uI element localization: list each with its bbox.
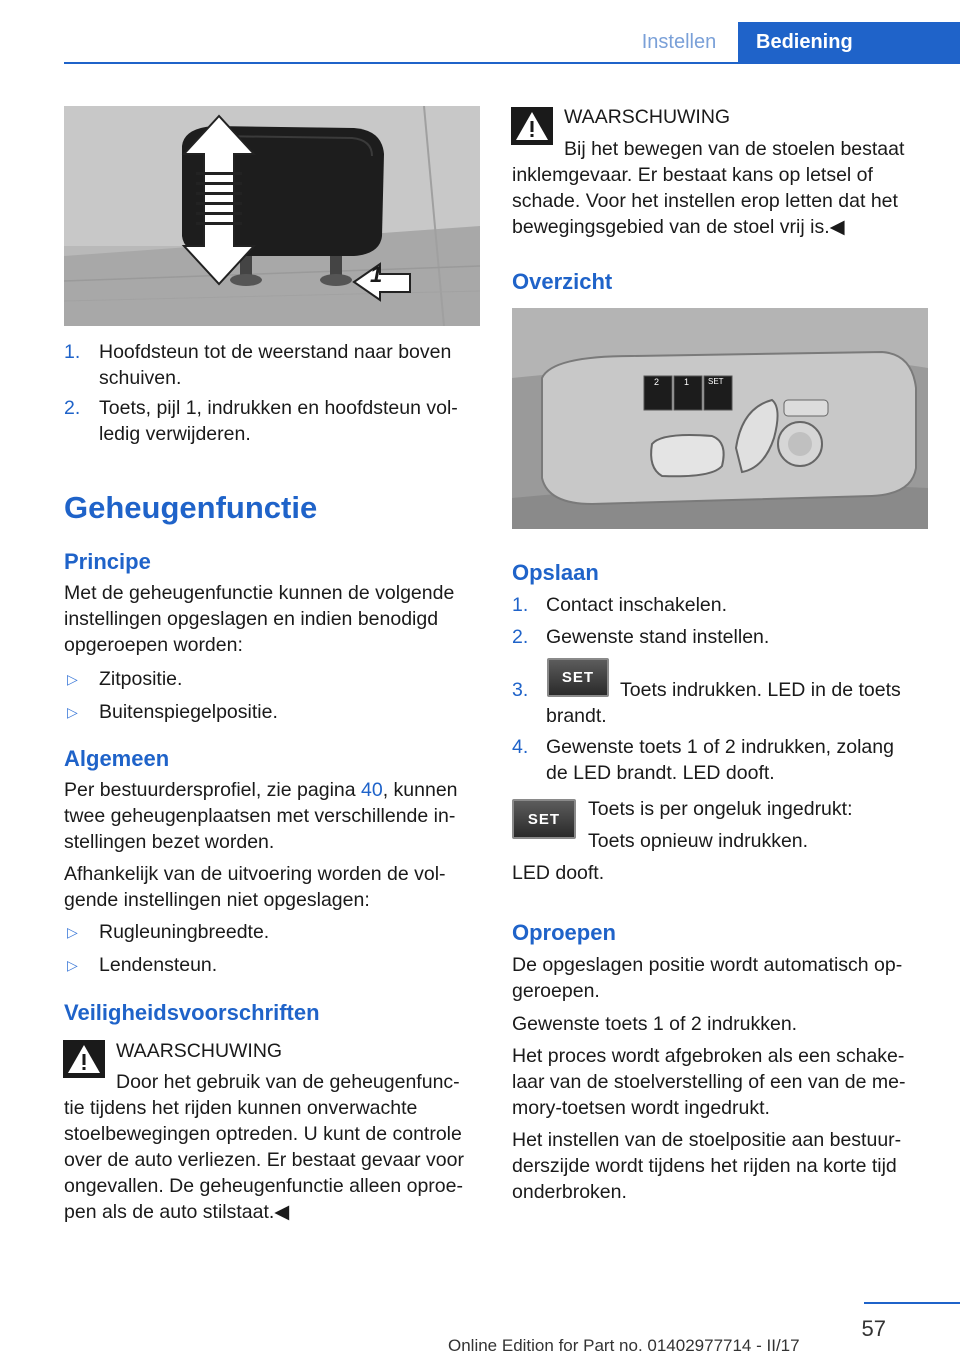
- warning-triangle-icon: [63, 1040, 105, 1078]
- bullet-text: Zitpositie.: [99, 668, 183, 690]
- paragraph-line: gende instellingen niet opgeslagen:: [64, 889, 370, 911]
- paragraph-line: geroepen.: [512, 980, 600, 1002]
- set-button[interactable]: SET: [512, 799, 576, 839]
- bullet-triangle-icon: ▷: [67, 704, 78, 720]
- step-text-line: Gewenste toets 1 of 2 indrukken, zolang: [546, 736, 894, 758]
- paragraph-line: Het instellen van de stoelpositie aan bestuur-: [512, 1129, 902, 1151]
- tip-text-line: Toets opnieuw indrukken.: [588, 830, 809, 852]
- paragraph-line: Gewenste toets 1 of 2 indrukken.: [512, 1013, 798, 1035]
- step-number: 3.: [512, 679, 529, 701]
- paragraph-line: twee geheugenplaatsen met verschillende in-: [64, 805, 456, 827]
- edition-note: Online Edition for Part no. 01402977714 - II/17: [448, 1336, 800, 1355]
- bullet-text: Lendensteun.: [99, 954, 218, 976]
- page-reference-link[interactable]: 40: [361, 779, 383, 801]
- paragraph-line: mory-toetsen wordt ingedrukt.: [512, 1097, 770, 1119]
- paragraph-text: , kunnen: [382, 779, 458, 801]
- warning-text-line: inklemgevaar. Er bestaat kans op letsel of: [512, 164, 873, 186]
- warning-text-line: Door het gebruik van de geheugenfunc-: [116, 1071, 460, 1093]
- footer-divider: [864, 1302, 960, 1304]
- step-number: 2.: [64, 397, 81, 419]
- bullet-text: Rugleuningbreedte.: [99, 921, 270, 943]
- warning-text-line: over de auto verliezen. Er bestaat gevaar voor: [64, 1149, 464, 1171]
- bullet-text: Buitenspiegelpositie.: [99, 701, 278, 723]
- seat-control-panel-figure: [512, 308, 928, 529]
- paragraph-line: laar van de stoelverstelling of een van de me-: [512, 1071, 906, 1093]
- set-button-label: SET: [708, 377, 724, 386]
- header-divider: [64, 62, 960, 64]
- subsection-title-oproepen: Oproepen: [512, 920, 616, 945]
- warning-text-line: tie tijdens het rijden kunnen onverwachte: [64, 1097, 418, 1119]
- paragraph-line: stellingen bezet worden.: [64, 831, 275, 853]
- headrest-figure: [64, 106, 480, 326]
- step-number: 1.: [512, 594, 529, 616]
- paragraph-line: Het proces wordt afgebroken als een schake-: [512, 1045, 905, 1067]
- warning-text-line: ongevallen. De geheugenfunctie alleen oproe-: [64, 1175, 463, 1197]
- subsection-title-algemeen: Algemeen: [64, 746, 170, 771]
- step-number: 4.: [512, 736, 529, 758]
- set-button[interactable]: SET: [547, 658, 609, 697]
- step-text-line: Toets indrukken. LED in de toets: [620, 679, 901, 701]
- paragraph-line: Afhankelijk van de uitvoering worden de vol-: [64, 863, 446, 885]
- header-tab-instellen[interactable]: Instellen: [641, 31, 717, 53]
- paragraph-line: Met de geheugenfunctie kunnen de volgende: [64, 582, 455, 604]
- subsection-title-principe: Principe: [64, 549, 151, 574]
- step-number: 2.: [512, 626, 529, 648]
- warning-triangle-icon: [511, 107, 553, 145]
- paragraph-line: instellingen opgeslagen en indien benodigd: [64, 608, 439, 630]
- paragraph-line: De opgeslagen positie wordt automatisch op-: [512, 954, 903, 976]
- step-text-line: brandt.: [546, 705, 607, 727]
- page-number: 57: [861, 1316, 886, 1341]
- warning-text-line: bewegingsgebied van de stoel vrij is.◀: [512, 216, 845, 238]
- header-tab-bediening[interactable]: Bediening: [738, 22, 960, 62]
- paragraph-text: Per bestuurdersprofiel, zie pagina: [64, 779, 362, 801]
- step-text-line: schuiven.: [99, 367, 182, 389]
- warning-text-line: stoelbewegingen optreden. U kunt de controle: [64, 1123, 462, 1145]
- subsection-title-veiligheid: Veiligheidsvoorschriften: [64, 1000, 320, 1025]
- step-text-line: Toets, pijl 1, indrukken en hoofdsteun vol-: [99, 397, 458, 419]
- warning-title: WAARSCHUWING: [116, 1040, 283, 1062]
- step-text-line: ledig verwijderen.: [99, 423, 251, 445]
- warning-title: WAARSCHUWING: [564, 106, 731, 128]
- step-text-line: Contact inschakelen.: [546, 594, 728, 616]
- step-text-line: de LED brandt. LED dooft.: [546, 762, 775, 784]
- bullet-triangle-icon: ▷: [67, 957, 78, 973]
- warning-text-line: Bij het bewegen van de stoelen bestaat: [564, 138, 905, 160]
- warning-text-line: pen als de auto stilstaat.◀: [64, 1201, 290, 1223]
- subsection-title-overzicht: Overzicht: [512, 269, 613, 294]
- step-text-line: Hoofdsteun tot de weerstand naar boven: [99, 341, 452, 363]
- section-title: Geheugenfunctie: [64, 490, 318, 525]
- subsection-title-opslaan: Opslaan: [512, 560, 599, 585]
- step-number: 1.: [64, 341, 81, 363]
- warning-text-line: schade. Voor het instellen erop letten dat het: [512, 190, 898, 212]
- memory-button-2-label: 2: [654, 377, 660, 387]
- tip-text-line: Toets is per ongeluk ingedrukt:: [588, 798, 853, 820]
- figure-callout-label: 1: [370, 262, 383, 287]
- paragraph-line: opgeroepen worden:: [64, 634, 243, 656]
- step-text-line: Gewenste stand instellen.: [546, 626, 770, 648]
- paragraph-line: LED dooft.: [512, 862, 605, 884]
- paragraph-line: [64, 777, 458, 803]
- paragraph-line: onderbroken.: [512, 1181, 627, 1203]
- bullet-triangle-icon: ▷: [67, 671, 78, 687]
- memory-button-1-label: 1: [684, 377, 690, 387]
- paragraph-line: derszijde wordt tijdens het rijden na korte tijd: [512, 1155, 897, 1177]
- bullet-triangle-icon: ▷: [67, 924, 78, 940]
